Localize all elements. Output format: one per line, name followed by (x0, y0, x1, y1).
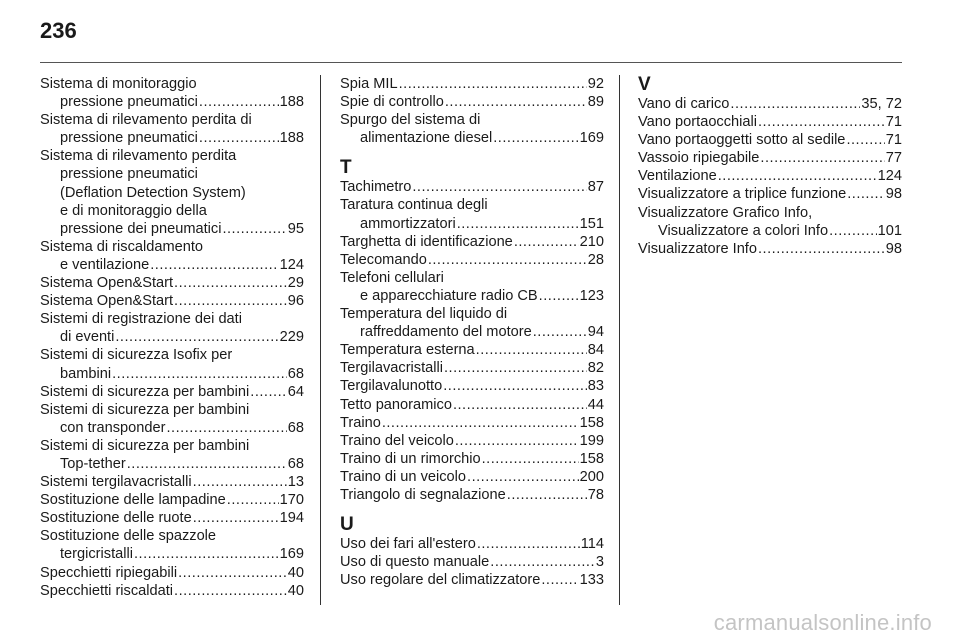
index-entry-text: di eventi (60, 329, 115, 346)
index-page-ref[interactable]: 133 (579, 572, 604, 589)
index-column-1 (40, 75, 304, 600)
index-entry[interactable] (340, 432, 604, 450)
index-page-ref[interactable]: 95 (287, 220, 304, 237)
index-entry-text: Traino di un rimorchio (340, 450, 481, 467)
index-entry-text: Temperatura del liquido di (340, 306, 508, 323)
dot-leader (482, 450, 579, 468)
index-entry-text: Visualizzatore a triplice funzione (638, 186, 847, 203)
dot-leader (174, 292, 287, 310)
index-page-ref[interactable]: 44 (587, 396, 604, 413)
dot-leader (467, 468, 579, 486)
index-page-ref[interactable]: 169 (579, 130, 604, 147)
index-column-3 (638, 75, 902, 258)
index-entry-text: Sostituzione delle lampadine (40, 492, 226, 509)
index-entry-text: e apparecchiature radio CB (360, 287, 538, 304)
index-entry[interactable] (40, 491, 304, 509)
index-page-ref[interactable]: 124 (877, 168, 902, 185)
index-entry-text: ammortizzatori (360, 215, 456, 232)
index-page-ref[interactable]: 3 (595, 554, 604, 571)
dot-leader (457, 215, 579, 233)
index-page-ref[interactable]: 71 (885, 114, 902, 131)
dot-leader (444, 359, 587, 377)
index-entry-text: Sistema di rilevamento perdita di (40, 112, 252, 129)
index-entry-text: Vano portaoggetti sotto al sedile (638, 132, 846, 149)
index-entry-text: Tachimetro (340, 179, 412, 196)
dot-leader (476, 341, 587, 359)
index-entry-text: Tergilavalunotto (340, 378, 443, 395)
index-entry[interactable] (340, 377, 604, 395)
dot-leader (227, 491, 279, 509)
index-entry[interactable] (340, 414, 604, 432)
dot-leader (134, 545, 279, 563)
index-entry[interactable] (340, 178, 604, 196)
index-entry-text: con transponder (60, 419, 166, 436)
index-page-ref[interactable]: 98 (885, 240, 902, 257)
dot-leader (846, 131, 884, 149)
index-entry[interactable] (340, 450, 604, 468)
dot-leader (112, 365, 287, 383)
index-entry[interactable] (638, 240, 902, 258)
index-entry-text: Tergilavacristalli (340, 360, 443, 377)
index-entry-text: pressione pneumatici (60, 94, 198, 111)
index-entry-text: Sistema di rilevamento perdita (40, 148, 237, 165)
index-page-ref[interactable]: 68 (287, 455, 304, 472)
index-page-ref[interactable]: 68 (287, 419, 304, 436)
dot-leader (199, 93, 279, 111)
index-entry-text: Sistemi di sicurezza per bambini (40, 383, 250, 400)
dot-leader (443, 377, 587, 395)
dot-leader (490, 553, 595, 571)
index-page-ref[interactable]: 200 (579, 468, 604, 485)
index-entry[interactable] (40, 564, 304, 582)
dot-leader (445, 93, 587, 111)
index-entry-text: pressione pneumatici (60, 130, 198, 147)
index-entry[interactable] (40, 75, 304, 111)
index-entry[interactable] (40, 383, 304, 401)
index-entry-text: Sostituzione delle spazzole (40, 528, 217, 545)
index-entry-text: bambini (60, 365, 112, 382)
index-page-ref[interactable]: 13 (287, 474, 304, 491)
dot-leader (166, 419, 286, 437)
index-page-ref[interactable]: 28 (587, 251, 604, 268)
index-page-ref[interactable]: 98 (885, 186, 902, 203)
index-entry[interactable] (340, 75, 604, 93)
index-entry-text: Triangolo di segnalazione (340, 486, 506, 503)
dot-leader (847, 185, 885, 203)
index-page-ref[interactable]: 89 (587, 94, 604, 111)
index-entry[interactable] (340, 233, 604, 251)
index-entry-text: Sostituzione delle ruote (40, 510, 192, 527)
index-entry[interactable] (40, 437, 304, 473)
index-entry-text: Sistemi tergilavacristalli (40, 474, 192, 491)
dot-leader (174, 274, 287, 292)
index-entry-text: e di monitoraggio della (60, 202, 207, 219)
index-entry-text: Spia MIL (340, 76, 398, 92)
index-page-ref[interactable]: 199 (579, 432, 604, 449)
dot-leader (493, 129, 578, 147)
index-page-ref[interactable]: 87 (587, 179, 604, 196)
index-entry-text: Targhetta di identificazione (340, 233, 513, 250)
dot-leader (507, 486, 587, 504)
index-page-ref[interactable]: 78 (587, 486, 604, 503)
dot-leader (222, 220, 286, 238)
dot-leader (758, 113, 885, 131)
index-entry-text: Uso dei fari all'estero (340, 536, 476, 553)
index-page-ref[interactable]: 194 (279, 510, 304, 527)
index-entry-text: Visualizzatore Info (638, 240, 757, 257)
dot-leader (428, 251, 587, 269)
index-entry-text: Tetto panoramico (340, 396, 452, 413)
index-column-2 (340, 75, 604, 589)
index-page-ref[interactable]: 123 (579, 287, 604, 304)
index-page-ref[interactable]: 71 (885, 132, 902, 149)
dot-leader (477, 535, 580, 553)
index-entry-text: Sistema Open&Start (40, 293, 174, 310)
index-entry[interactable] (340, 196, 604, 232)
index-entry[interactable] (340, 251, 604, 269)
index-entry-text: Sistema di riscaldamento (40, 238, 204, 255)
index-entry-text: Top-tether (60, 455, 126, 472)
index-page-ref[interactable]: 101 (877, 222, 902, 239)
index-page-ref[interactable]: 124 (279, 256, 304, 273)
index-page-ref[interactable]: 82 (587, 360, 604, 377)
index-entry-text: alimentazione diesel (360, 130, 493, 147)
index-entry-text: Specchietti riscaldati (40, 582, 174, 599)
index-entry-text: Visualizzatore Grafico Info, (638, 204, 813, 221)
dot-leader (193, 473, 287, 491)
index-entry[interactable] (340, 359, 604, 377)
dot-leader (718, 167, 877, 185)
dot-leader (115, 328, 278, 346)
index-page-ref[interactable]: 114 (580, 536, 604, 553)
index-page-ref[interactable]: 188 (279, 130, 304, 147)
dot-leader (150, 256, 278, 274)
index-entry[interactable] (340, 486, 604, 504)
index-entry-text: (Deflation Detection System) (60, 184, 246, 201)
index-entry-text: Spie di controllo (340, 94, 444, 111)
index-entry-text: Vassoio ripiegabile (638, 150, 760, 167)
index-entry-text: tergicristalli (60, 546, 133, 563)
index-entry[interactable] (340, 396, 604, 414)
index-entry-text: pressione dei pneumatici (60, 220, 222, 237)
index-entry-text: Vano di carico (638, 96, 730, 112)
index-entry[interactable] (40, 527, 304, 563)
index-entry-text: Specchietti ripiegabili (40, 564, 178, 581)
index-entry-text: pressione pneumatici (60, 166, 198, 183)
dot-leader (760, 149, 884, 167)
dot-leader (174, 582, 287, 600)
index-entry[interactable] (638, 204, 902, 240)
index-entry-text: Sistema Open&Start (40, 275, 174, 292)
index-entry[interactable] (340, 93, 604, 111)
index-entry-text: raffreddamento del motore (360, 324, 532, 341)
index-entry-text: Traino (340, 414, 381, 431)
index-entry[interactable] (40, 274, 304, 292)
index-entry[interactable] (340, 553, 604, 571)
index-entry[interactable] (638, 185, 902, 203)
index-page-ref[interactable]: 83 (587, 378, 604, 395)
index-entry-text: Visualizzatore a colori Info (658, 222, 829, 239)
index-entry[interactable] (40, 401, 304, 437)
index-entry[interactable] (40, 238, 304, 274)
index-page-ref[interactable]: 68 (287, 365, 304, 382)
index-page-ref[interactable]: 40 (287, 564, 304, 581)
index-page-ref[interactable]: 229 (279, 329, 304, 346)
dot-leader (382, 414, 579, 432)
index-entry[interactable] (40, 111, 304, 147)
index-letter-heading: U (340, 514, 354, 536)
dot-leader (541, 571, 578, 589)
index-page-ref[interactable]: 40 (287, 582, 304, 599)
index-entry[interactable] (638, 131, 902, 149)
dot-leader (399, 75, 587, 93)
dot-leader (199, 129, 279, 147)
index-entry-text: Uso di questo manuale (340, 554, 490, 571)
dot-leader (730, 95, 860, 113)
index-page-ref[interactable]: 188 (279, 94, 304, 111)
index-page-ref[interactable]: 77 (885, 150, 902, 167)
index-entry-text: Traino del veicolo (340, 432, 454, 449)
dot-leader (455, 432, 579, 450)
index-entry-text: Telefoni cellulari (340, 269, 444, 286)
index-entry[interactable] (40, 346, 304, 382)
header-rule (40, 62, 902, 63)
dot-leader (250, 383, 287, 401)
index-entry[interactable] (638, 167, 902, 185)
index-entry[interactable] (40, 509, 304, 527)
index-entry-text: Sistemi di sicurezza Isofix per (40, 347, 233, 364)
index-page-ref[interactable]: 158 (579, 450, 604, 467)
index-entry-text: Sistema di monitoraggio (40, 76, 197, 92)
column-divider-2 (619, 75, 620, 605)
watermark: carmanualsonline.info (713, 610, 932, 635)
index-entry[interactable] (638, 149, 902, 167)
dot-leader (193, 509, 279, 527)
index-entry[interactable] (40, 310, 304, 346)
index-page-ref[interactable]: 151 (579, 215, 604, 232)
index-entry-text: Taratura continua degli (340, 197, 488, 214)
index-entry-text: Sistemi di sicurezza per bambini (40, 437, 250, 454)
index-page-ref[interactable]: 158 (579, 414, 604, 431)
index-entry[interactable] (340, 468, 604, 486)
dot-leader (412, 178, 586, 196)
index-entry-text: e ventilazione (60, 256, 150, 273)
dot-leader (514, 233, 579, 251)
index-entry[interactable] (340, 269, 604, 305)
index-letter-heading: V (638, 74, 651, 95)
index-entry[interactable] (340, 571, 604, 589)
index-entry[interactable] (638, 95, 902, 113)
index-page-ref[interactable]: 64 (287, 383, 304, 400)
dot-leader (453, 396, 587, 414)
index-page-ref[interactable]: 92 (587, 76, 604, 92)
index-entry[interactable] (340, 535, 604, 553)
index-entry-text: Sistemi di registrazione dei dati (40, 311, 242, 328)
index-entry-text: Vano portaocchiali (638, 114, 757, 131)
dot-leader (533, 323, 587, 341)
index-page-ref[interactable]: 96 (287, 293, 304, 310)
index-entry-text: Sistemi di sicurezza per bambini (40, 401, 250, 418)
index-page-ref[interactable]: 170 (279, 492, 304, 509)
index-entry[interactable] (40, 582, 304, 600)
dot-leader (127, 455, 287, 473)
index-entry-text: Ventilazione (638, 168, 717, 185)
index-entry-text: Temperatura esterna (340, 342, 475, 359)
index-letter-heading: T (340, 157, 352, 179)
page-number: 236 (40, 18, 77, 43)
column-divider-1 (320, 75, 321, 605)
index-entry[interactable] (340, 341, 604, 359)
index-entry-text: Telecomando (340, 251, 427, 268)
dot-leader (178, 564, 287, 582)
dot-leader (539, 287, 579, 305)
index-entry-text: Traino di un veicolo (340, 468, 467, 485)
index-entry-text: Uso regolare del climatizzatore (340, 572, 541, 589)
index-page-ref[interactable]: 94 (587, 324, 604, 341)
dot-leader (829, 222, 877, 240)
index-page-ref[interactable]: 169 (279, 546, 304, 563)
index-entry[interactable] (638, 113, 902, 131)
index-page-ref[interactable]: 210 (579, 233, 604, 250)
index-page-ref[interactable]: 35, 72 (861, 96, 902, 112)
index-entry[interactable] (40, 292, 304, 310)
index-entry[interactable] (340, 305, 604, 341)
dot-leader (758, 240, 885, 258)
index-page-ref[interactable]: 84 (587, 342, 604, 359)
index-entry-text: Spurgo del sistema di (340, 112, 481, 129)
index-page-ref[interactable]: 29 (287, 275, 304, 292)
index-entry[interactable] (40, 473, 304, 491)
index-entry[interactable] (40, 147, 304, 237)
index-entry[interactable] (340, 111, 604, 147)
